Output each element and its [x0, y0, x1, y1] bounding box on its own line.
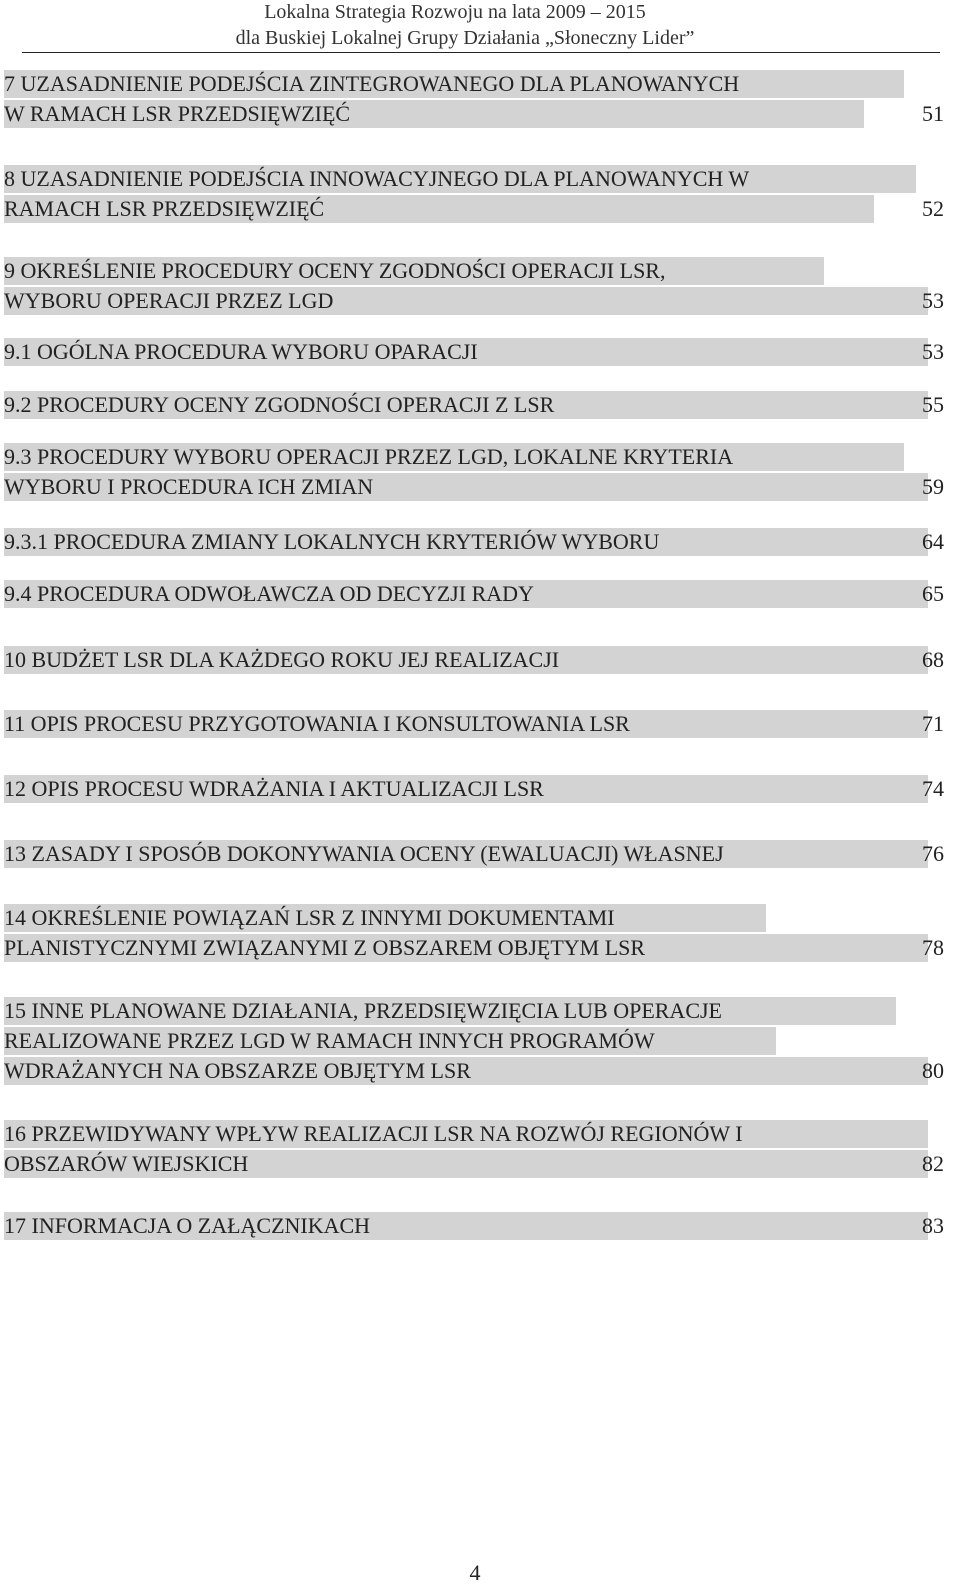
page-number: 4 [469, 1560, 481, 1585]
toc-page-number: 82 [922, 1151, 944, 1176]
header-title-line1: Lokalna Strategia Rozwoju na lata 2009 – 2015 [264, 1, 646, 23]
toc-entry-line: 16 PRZEWIDYWANY WPŁYW REALIZACJI LSR NA ROZWÓJ REGIONÓW I [4, 1120, 928, 1148]
toc-page-number: 55 [922, 392, 944, 417]
toc-entry-line: 15 INNE PLANOWANE DZIAŁANIA, PRZEDSIĘWZIĘCIA LUB OPERACJE [4, 997, 896, 1025]
toc-entry-line: 7 UZASADNIENIE PODEJŚCIA ZINTEGROWANEGO DLA PLANOWANYCH [4, 70, 904, 98]
toc-entry-line: PLANISTYCZNYMI ZWIĄZANYMI Z OBSZAREM OBJĘTYM LSR [4, 934, 928, 962]
toc-entry-line: 13 ZASADY I SPOSÓB DOKONYWANIA OCENY (EWALUACJI) WŁASNEJ [4, 840, 928, 868]
toc-page-number: 68 [922, 647, 944, 672]
toc-entry-line: 14 OKREŚLENIE POWIĄZAŃ LSR Z INNYMI DOKUMENTAMI [4, 904, 766, 932]
toc-entry-line: 9.3 PROCEDURY WYBORU OPERACJI PRZEZ LGD, LOKALNE KRYTERIA [4, 443, 904, 471]
toc-page-number: 80 [922, 1058, 944, 1083]
toc-entry-line: 10 BUDŻET LSR DLA KAŻDEGO ROKU JEJ REALIZACJI [4, 646, 928, 674]
toc-entry-line: OBSZARÓW WIEJSKICH [4, 1150, 928, 1178]
toc-entry-line: W RAMACH LSR PRZEDSIĘWZIĘĆ [4, 100, 864, 128]
toc-entry-line: 8 UZASADNIENIE PODEJŚCIA INNOWACYJNEGO DLA PLANOWANYCH W [4, 165, 916, 193]
toc-page-number: 78 [922, 935, 944, 960]
toc-entry-line: WDRAŻANYCH NA OBSZARZE OBJĘTYM LSR [4, 1057, 928, 1085]
toc-entry-line: WYBORU I PROCEDURA ICH ZMIAN [4, 473, 928, 501]
header-rule [22, 52, 940, 53]
toc-page-number: 53 [922, 288, 944, 313]
toc-page-number: 59 [922, 474, 944, 499]
toc-page-number: 76 [922, 841, 944, 866]
header-title-line2: dla Buskiej Lokalnej Grupy Działania „Słoneczny Lider” [235, 27, 695, 49]
toc-page-number: 83 [922, 1213, 944, 1238]
toc-entry-line: 9.4 PROCEDURA ODWOŁAWCZA OD DECYZJI RADY [4, 580, 928, 608]
toc-entry-line: 17 INFORMACJA O ZAŁĄCZNIKACH [4, 1212, 928, 1240]
toc-page-number: 53 [922, 339, 944, 364]
toc-page-number: 51 [922, 101, 944, 126]
toc-entry-line: 11 OPIS PROCESU PRZYGOTOWANIA I KONSULTOWANIA LSR [4, 710, 928, 738]
toc-entry-line: REALIZOWANE PRZEZ LGD W RAMACH INNYCH PROGRAMÓW [4, 1027, 776, 1055]
toc-entry-line: 9 OKREŚLENIE PROCEDURY OCENY ZGODNOŚCI OPERACJI LSR, [4, 257, 824, 285]
toc-entry-line: 9.3.1 PROCEDURA ZMIANY LOKALNYCH KRYTERIÓW WYBORU [4, 528, 928, 556]
page-header [0, 0, 960, 54]
toc-page-number: 64 [922, 529, 944, 554]
toc-page-number: 52 [922, 196, 944, 221]
toc-entry-line: WYBORU OPERACJI PRZEZ LGD [4, 287, 928, 315]
toc-page-number: 65 [922, 581, 944, 606]
toc-page-number: 71 [922, 711, 944, 736]
toc-entry-line: 9.1 OGÓLNA PROCEDURA WYBORU OPARACJI [4, 338, 928, 366]
toc-entry-line: 9.2 PROCEDURY OCENY ZGODNOŚCI OPERACJI Z LSR [4, 391, 928, 419]
toc-page-number: 74 [922, 776, 944, 801]
toc-entry-line: 12 OPIS PROCESU WDRAŻANIA I AKTUALIZACJI LSR [4, 775, 928, 803]
toc-entry-line: RAMACH LSR PRZEDSIĘWZIĘĆ [4, 195, 874, 223]
